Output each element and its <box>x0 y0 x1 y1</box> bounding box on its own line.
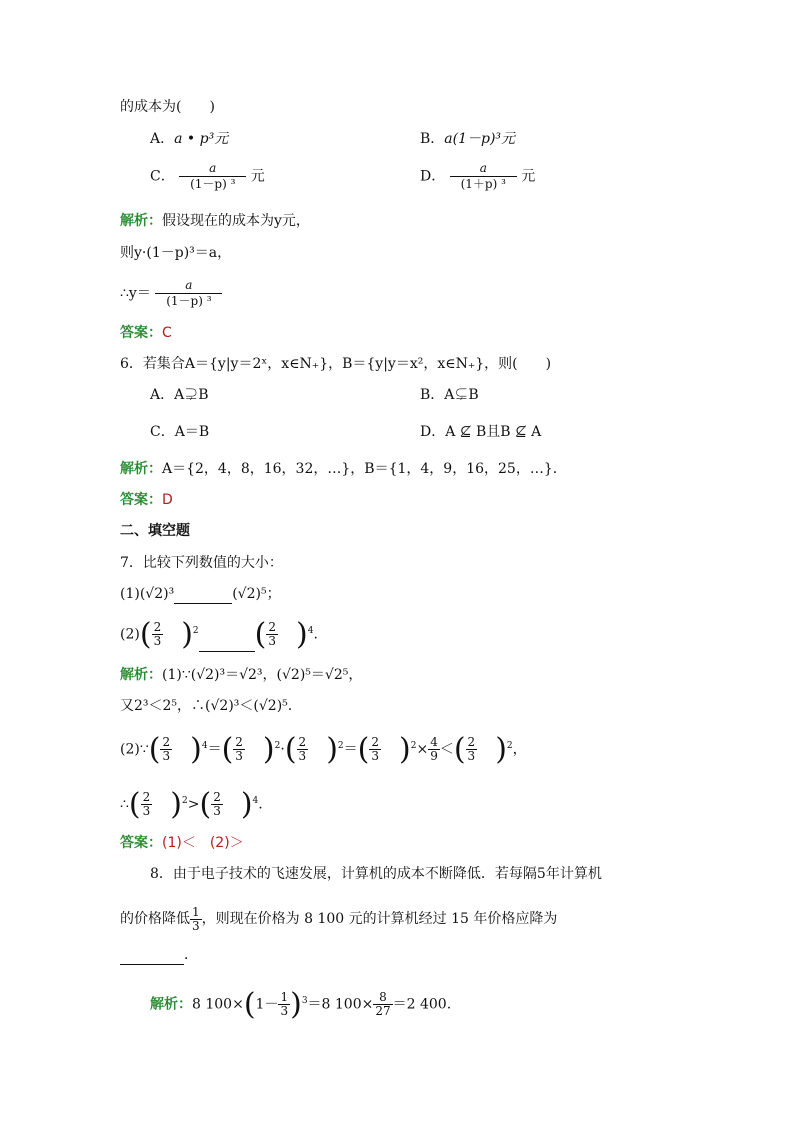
fraction: $\frac{2}{3}$ <box>235 735 243 764</box>
q6-solution: 解析：A＝{2，4，8，16，32，…}，B＝{1，4，9，16，25，…}． <box>120 461 567 477</box>
fraction: $\frac{2}{3}$ <box>298 735 307 764</box>
q5-answer: 答案：C <box>120 325 172 341</box>
answer-blank <box>174 587 232 604</box>
q7-part2: (2)( $\frac{2}{3}$ )$^2$ ( $\frac{2}{3}$ )$^4$. <box>120 616 318 652</box>
q6-option-c: C．A＝B <box>150 424 210 440</box>
fraction: $\frac{1}{3}$ <box>192 904 200 933</box>
q8-stem-line3: ． <box>120 945 198 965</box>
fraction: $\frac{2}{3}$ <box>371 735 379 764</box>
q5-option-d: D． $\frac{a}{\text{(1＋p) ³}}$ 元 <box>420 161 536 191</box>
fraction: $\frac{2}{3}$ <box>268 620 277 649</box>
q7-solution-line2: 又2³＜2⁵，∴(√2)³＜(√2)⁵. <box>120 698 293 714</box>
fraction: $\frac{a}{\text{(1＋p) ³}}$ <box>450 162 517 191</box>
q6-option-a: A．A⊋B <box>150 387 209 403</box>
fraction: $\frac{a}{\text{(1－p) ³}}$ <box>155 279 222 308</box>
q5-option-b: B．a(1－p)³元 <box>420 131 516 147</box>
q8-stem-line2: 的价格降低 $\frac{1}{3}$ ，则现在价格为 8 100 元的计算机经过 15 年价格应降为 <box>120 904 558 933</box>
fraction: $\frac{2}{3}$ <box>153 620 162 649</box>
q6-stem: 6．若集合A＝{y|y＝2ˣ，x∈N₊}，B＝{y|y＝x²，x∈N₊}，则( ) <box>120 356 552 372</box>
fraction: $\frac{8}{27}$ <box>375 990 391 1019</box>
fraction: $\frac{a}{\text{(1－p) ³}}$ <box>179 162 246 191</box>
q5-option-a: A．a • p³元 <box>150 131 229 147</box>
q5-solution-line2: 则y·(1－p)³＝a， <box>120 245 232 261</box>
q5-option-c: C． $\frac{a}{\text{(1－p) ³}}$ 元 <box>150 161 265 191</box>
q7-stem: 7．比较下列数值的大小： <box>120 555 283 571</box>
q6-option-b: B．A⊊B <box>420 387 479 403</box>
q5-solution-line3: ∴y＝ $\frac{a}{\text{(1－p) ³}}$ <box>120 279 222 308</box>
q7-solution-line3: (2)∵( $\frac{2}{3}$ )$^4$＝( $\frac{2}{3}$ )$^2$·( $\frac{2}{3}$ )$^2$＝( $\frac{2}{3}$ )$^2$× $\frac{4}{9}$ ＜( $\frac{2}{3}$ )$^2$， <box>120 731 527 767</box>
fraction: $\frac{2}{3}$ <box>467 735 476 764</box>
q5-solution-line1: 解析：假设现在的成本为y元， <box>120 213 310 229</box>
fraction: $\frac{4}{9}$ <box>430 735 438 764</box>
q7-part1: (1)(√2)³ (√2)⁵； <box>120 586 281 602</box>
q7-answer: 答案：(1)＜ (2)＞ <box>120 835 244 851</box>
q8-solution: 解析：8 100×(1－ $\frac{1}{3}$ )$^3$＝8 100× $\frac{8}{27}$ ＝2 400. <box>150 986 452 1022</box>
q7-solution-line1: 解析：(1)∵(√2)³＝√2³，(√2)⁵＝√2⁵， <box>120 667 363 683</box>
q6-answer: 答案：D <box>120 492 173 508</box>
q6-option-d: D．A ⊈ B且B ⊈ A <box>420 424 542 440</box>
answer-blank <box>120 948 184 965</box>
fraction: $\frac{2}{3}$ <box>142 790 151 819</box>
q7-solution-line4: ∴( $\frac{2}{3}$ )$^2$>( $\frac{2}{3}$ )$^4$. <box>120 786 263 822</box>
fraction: $\frac{2}{3}$ <box>162 735 171 764</box>
q8-stem-line1: 8．由于电子技术的飞速发展，计算机的成本不断降低．若每隔5年计算机 <box>150 866 602 882</box>
fraction: $\frac{2}{3}$ <box>213 790 221 819</box>
answer-blank <box>199 633 255 652</box>
section-heading: 二、填空题 <box>120 523 190 539</box>
question-tail: 的成本为( ) <box>120 99 215 115</box>
fraction: $\frac{1}{3}$ <box>280 990 289 1019</box>
